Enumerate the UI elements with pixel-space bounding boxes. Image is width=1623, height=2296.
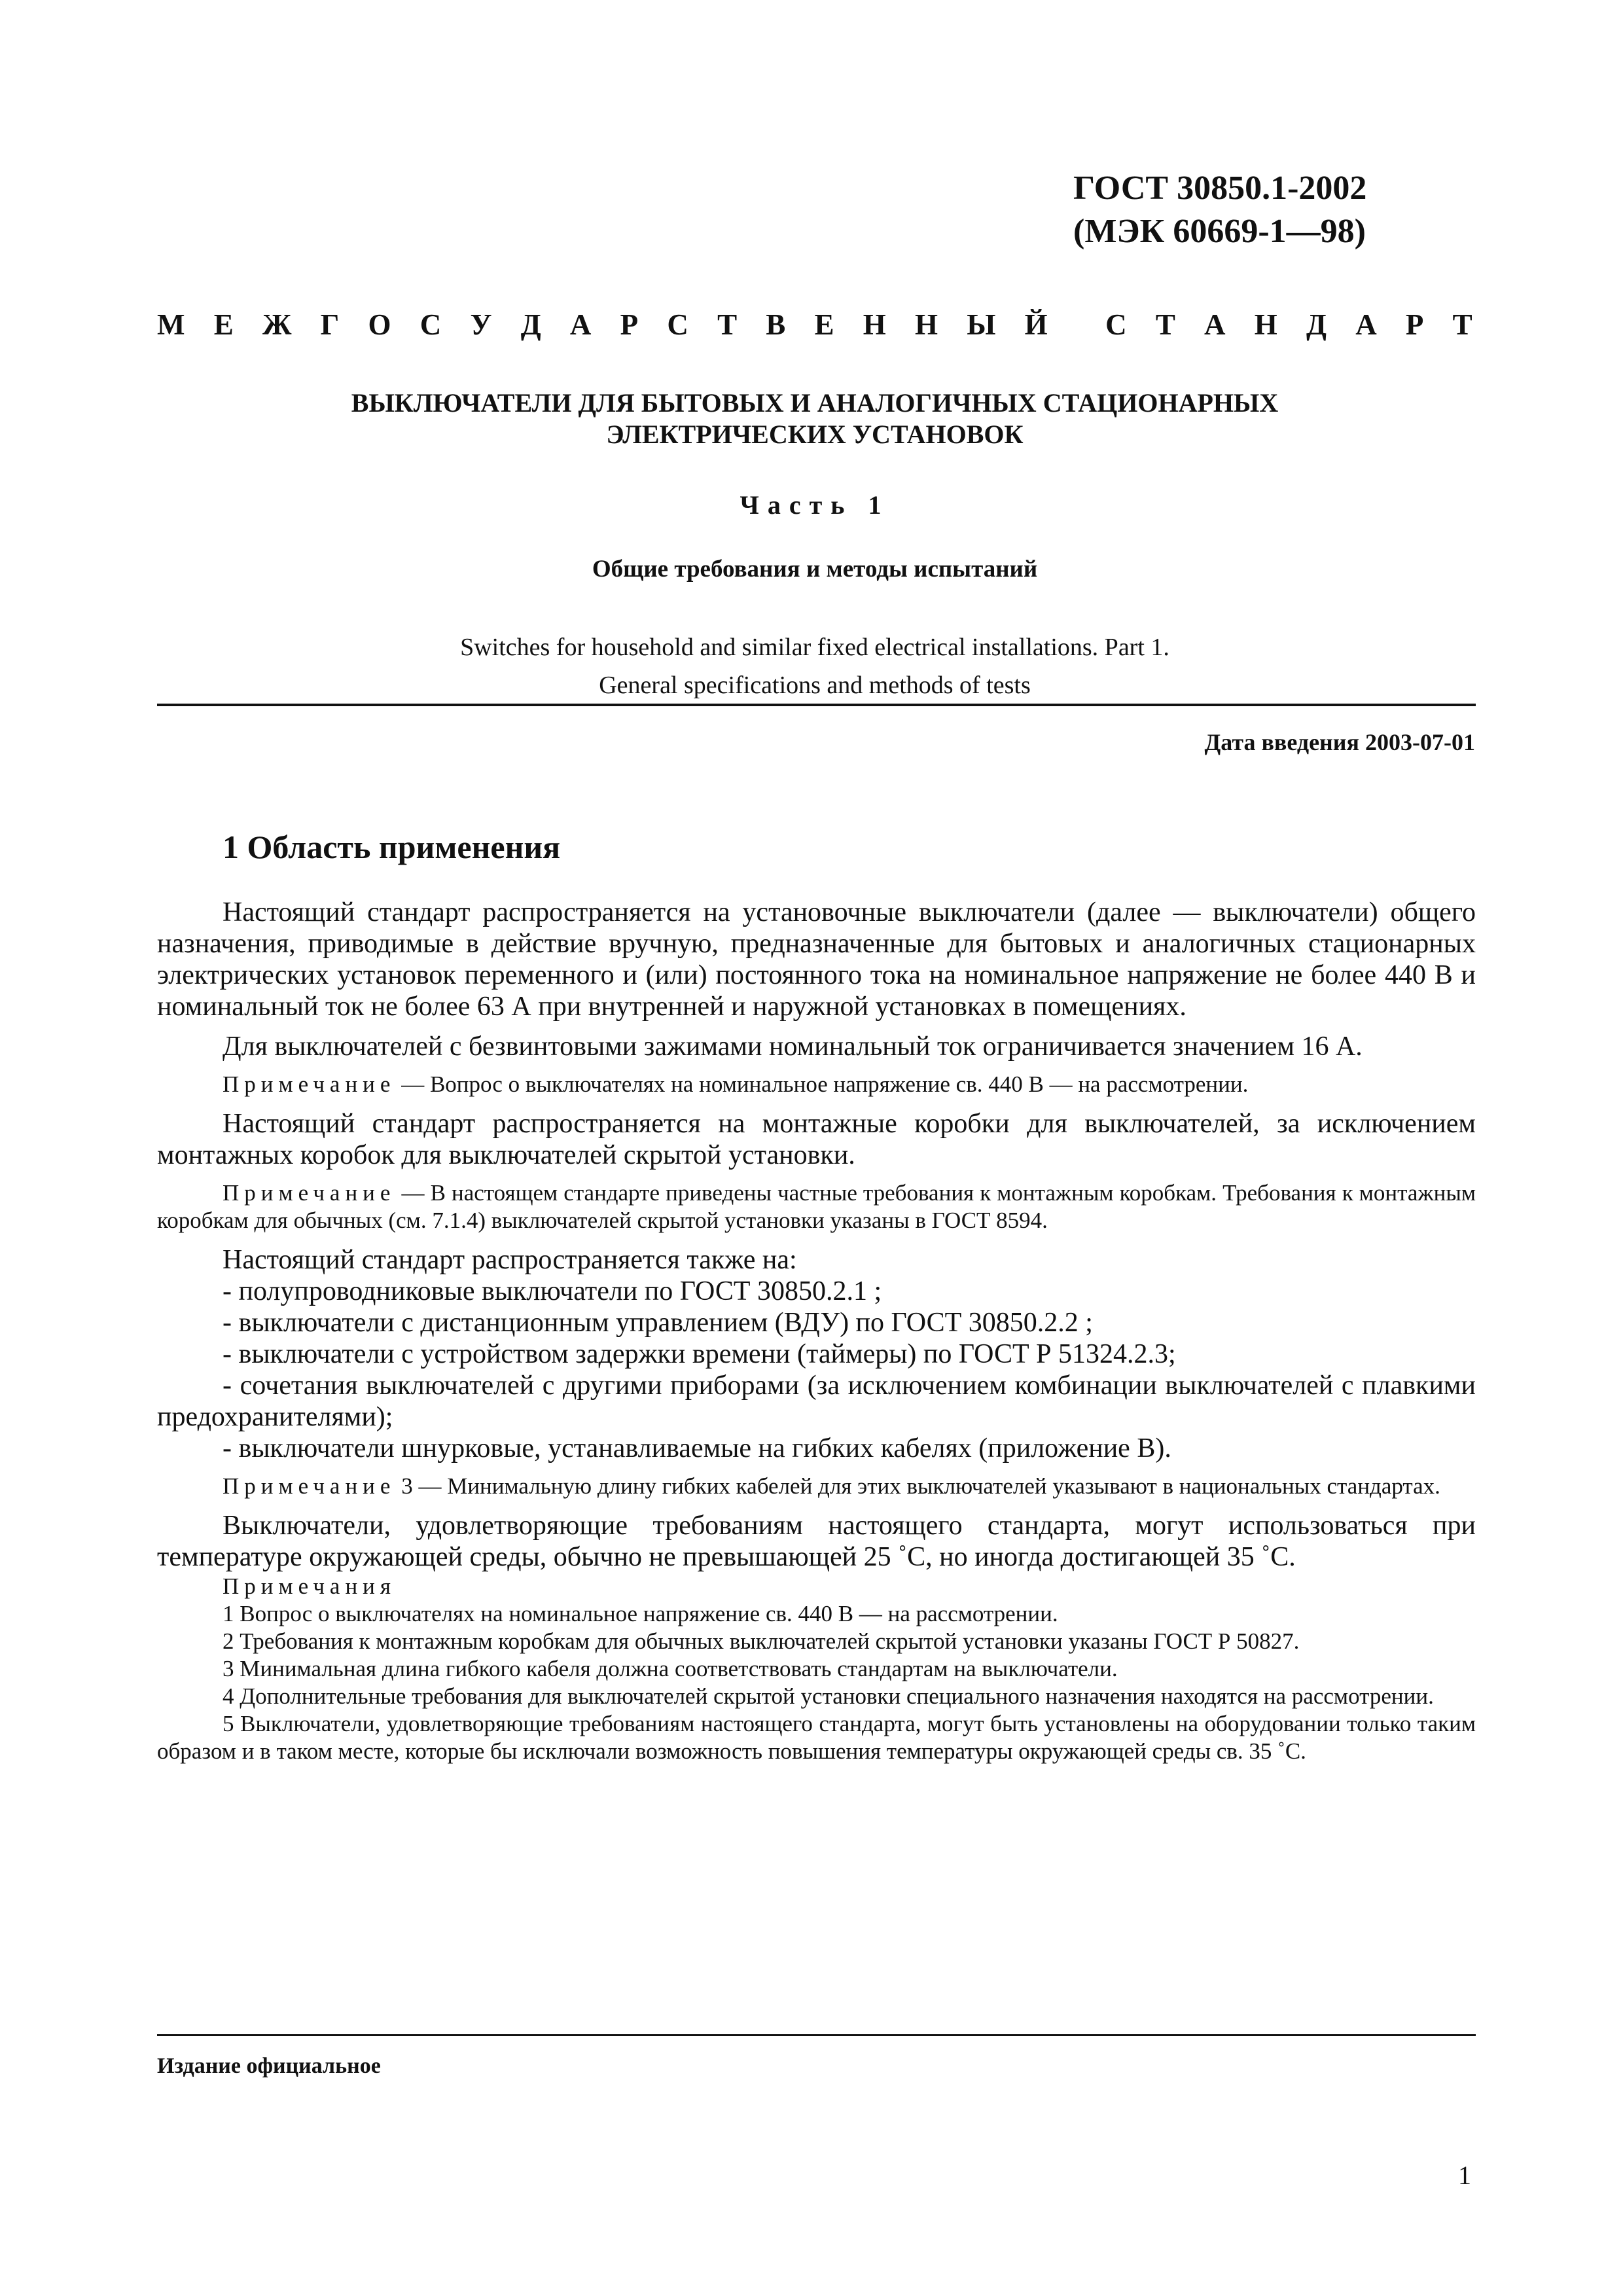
part-label: Часть 1 bbox=[740, 490, 890, 520]
paragraph-temperature: Выключатели, удовлетворяющие требованиям настоящего стандарта, могут использоваться при температуре окружающей среды, обычно не превышающей 25 ˚С, но иногда достигающей 35 ˚С. bbox=[157, 1511, 1476, 1572]
note-text: — В настоящем стандарте приведены частные требования к монтажным коробкам. Требования к монтажным коробкам для обычных (см. 7.1.4) выключателей скрытой установки указаны в ГОСТ 8594. bbox=[157, 1180, 1476, 1233]
notes-item: 1 Вопрос о выключателях на номинальное напряжение св. 440 В — на рассмотрении. bbox=[223, 1601, 1058, 1626]
heading-letter: Т bbox=[1452, 308, 1472, 341]
note-1 bbox=[157, 1071, 1476, 1098]
heading-letter: Т bbox=[1155, 308, 1175, 341]
interstate-standard-heading bbox=[157, 308, 1472, 342]
standard-designation bbox=[1073, 167, 1479, 253]
list-item: - полупроводниковые выключатели по ГОСТ 30850.2.1 ; bbox=[223, 1276, 882, 1306]
introduction-date: Дата введения 2003-07-01 bbox=[1204, 729, 1475, 755]
english-title bbox=[157, 628, 1472, 704]
heading-letter: Ж bbox=[262, 308, 292, 341]
heading-letter: О bbox=[368, 308, 391, 341]
iec-number: (МЭК 60669-1—98) bbox=[1073, 213, 1366, 250]
heading-letter: Е bbox=[213, 308, 234, 341]
note-text: 3 — Минимальную длину гибких кабелей для этих выключателей указывают в национальных стандартах. bbox=[395, 1473, 1440, 1499]
heading-letter: М bbox=[157, 308, 185, 341]
notes-heading: Примечания bbox=[223, 1573, 397, 1599]
heading-letter: У bbox=[470, 308, 492, 341]
note-label: Примечание bbox=[223, 1071, 396, 1097]
document-title bbox=[157, 387, 1472, 450]
list-item: - выключатели с устройством задержки времени (таймеры) по ГОСТ Р 51324.2.3; bbox=[223, 1339, 1176, 1369]
note-text: — Вопрос о выключателях на номинальное напряжение св. 440 В — на рассмотрении. bbox=[395, 1071, 1249, 1097]
heading-letter: В bbox=[766, 308, 786, 341]
heading-letter: А bbox=[1355, 308, 1377, 341]
note-label: Примечание bbox=[223, 1473, 396, 1499]
bottom-divider bbox=[157, 2034, 1476, 2036]
heading-letter: А bbox=[1204, 308, 1226, 341]
heading-letter: Н bbox=[863, 308, 886, 341]
notes-item: 3 Минимальная длина гибкого кабеля должна соответствовать стандартам на выключатели. bbox=[223, 1656, 1118, 1681]
note-label: Примечание bbox=[223, 1180, 396, 1206]
heading-letter: С bbox=[667, 308, 688, 341]
heading-letter: Р bbox=[620, 308, 639, 341]
edition-label: Издание официальное bbox=[157, 2054, 381, 2078]
paragraph-also: Настоящий стандарт распространяется также на: bbox=[223, 1245, 797, 1275]
english-title-line-1: Switches for household and similar fixed electrical installations. Part 1. bbox=[460, 634, 1169, 661]
notes-item: 4 Дополнительные требования для выключателей скрытой установки специального назначения находятся на рассмотрении. bbox=[223, 1683, 1434, 1709]
notes-item: 2 Требования к монтажным коробкам для обычных выключателей скрытой установки указаны ГОСТ Р 50827. bbox=[223, 1628, 1300, 1654]
heading-letter: Д bbox=[520, 308, 541, 341]
heading-letter: Й bbox=[1024, 308, 1048, 341]
heading-letter: С bbox=[1105, 308, 1127, 341]
list-item: - выключатели шнурковые, устанавливаемые на гибких кабелях (приложение В). bbox=[223, 1433, 1171, 1463]
title-line-1: ВЫКЛЮЧАТЕЛИ ДЛЯ БЫТОВЫХ И АНАЛОГИЧНЫХ СТАЦИОНАРНЫХ bbox=[351, 388, 1279, 418]
paragraph-boxes: Настоящий стандарт распространяется на монтажные коробки для выключателей, за исключением монтажных коробок для выключателей скрытой установки. bbox=[157, 1109, 1476, 1170]
paragraph-scope: Настоящий стандарт распространяется на установочные выключатели (далее — выключатели) общего назначения, приводимые в действие вручную, предназначенные для бытовых и аналогичных стационарных электрических установок переменного и (или) постоянного тока на номинальное напряжение не более 440 В и номинальный ток не более 63 А при внутренней и наружной установках в помещениях. bbox=[157, 897, 1476, 1022]
english-title-line-2: General specifications and methods of tests bbox=[599, 672, 1031, 699]
list-item: - сочетания выключателей с другими приборами (за исключением комбинации выключателей с плавкими предохранителями); bbox=[157, 1371, 1476, 1432]
heading-letter: Г bbox=[320, 308, 340, 341]
document-subtitle: Общие требования и методы испытаний bbox=[592, 556, 1038, 583]
heading-letter: С bbox=[419, 308, 442, 341]
note-2 bbox=[157, 1179, 1476, 1234]
heading-letter: Ы bbox=[967, 308, 996, 341]
list-item: - выключатели с дистанционным управлением (ВДУ) по ГОСТ 30850.2.2 ; bbox=[223, 1308, 1093, 1338]
title-line-2: ЭЛЕКТРИЧЕСКИХ УСТАНОВОК bbox=[606, 420, 1024, 449]
note-3 bbox=[157, 1473, 1476, 1500]
notes-item: 5 Выключатели, удовлетворяющие требованиям настоящего стандарта, могут быть установлены на оборудовании только таким образом и в таком месте, которые бы исключали возможность повышения температуры окружающей среды св. 35 ˚С. bbox=[157, 1711, 1476, 1764]
heading-letter: Д bbox=[1306, 308, 1327, 341]
paragraph-screwless: Для выключателей с безвинтовыми зажимами номинальный ток ограничивается значением 16 А. bbox=[223, 1031, 1363, 1062]
heading-letter: Е bbox=[814, 308, 834, 341]
heading-letter: Р bbox=[1405, 308, 1424, 341]
top-divider bbox=[157, 704, 1476, 706]
heading-letter: Н bbox=[1254, 308, 1277, 341]
heading-letter: А bbox=[569, 308, 592, 341]
section-body bbox=[157, 897, 1476, 1765]
heading-letter: Н bbox=[915, 308, 938, 341]
gost-number: ГОСТ 30850.1-2002 bbox=[1073, 170, 1367, 207]
page-number: 1 bbox=[1458, 2161, 1471, 2190]
heading-letter: Т bbox=[717, 308, 738, 341]
section-heading: 1 Область применения bbox=[223, 829, 561, 865]
